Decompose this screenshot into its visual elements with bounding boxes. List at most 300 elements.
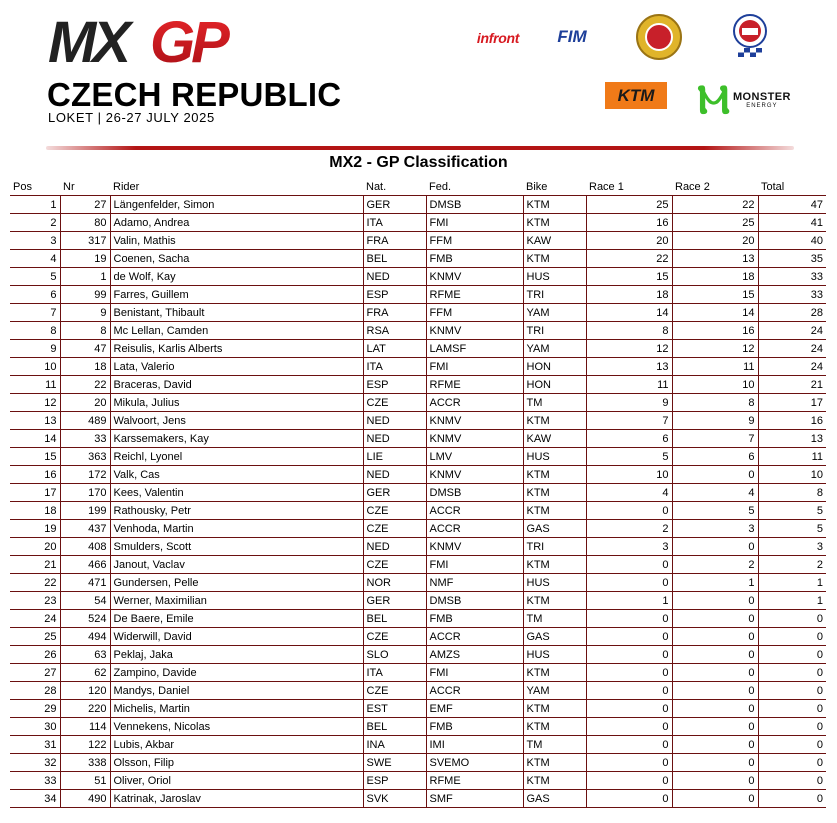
cell-rider: Olsson, Filip bbox=[110, 754, 363, 772]
cell-nat: GER bbox=[363, 484, 426, 502]
cell-race1: 7 bbox=[586, 412, 672, 430]
cell-bike: GAS bbox=[523, 628, 586, 646]
table-row bbox=[10, 700, 826, 718]
cell-nat: CZE bbox=[363, 682, 426, 700]
cell-total: 11 bbox=[758, 448, 826, 466]
cell-nr: 489 bbox=[60, 412, 110, 430]
table-row bbox=[10, 322, 826, 340]
cell-rider: Katrinak, Jaroslav bbox=[110, 790, 363, 808]
cell-fed: ACCR bbox=[426, 520, 523, 538]
cell-race1: 0 bbox=[586, 628, 672, 646]
table-row bbox=[10, 484, 826, 502]
cell-race1: 20 bbox=[586, 232, 672, 250]
cell-race2: 3 bbox=[672, 520, 758, 538]
cell-race1: 0 bbox=[586, 646, 672, 664]
cell-total: 8 bbox=[758, 484, 826, 502]
cell-total: 28 bbox=[758, 304, 826, 322]
cell-total: 0 bbox=[758, 664, 826, 682]
cell-race1: 12 bbox=[586, 340, 672, 358]
cell-nat: ESP bbox=[363, 286, 426, 304]
cell-pos: 15 bbox=[10, 448, 60, 466]
cell-nr: 33 bbox=[60, 430, 110, 448]
cell-nat: CZE bbox=[363, 394, 426, 412]
table-row bbox=[10, 358, 826, 376]
cell-rider: Reichl, Lyonel bbox=[110, 448, 363, 466]
cell-race2: 0 bbox=[672, 772, 758, 790]
cell-total: 0 bbox=[758, 610, 826, 628]
cell-nat: NED bbox=[363, 412, 426, 430]
cell-nr: 494 bbox=[60, 628, 110, 646]
cell-total: 2 bbox=[758, 556, 826, 574]
cell-race1: 15 bbox=[586, 268, 672, 286]
cell-nat: RSA bbox=[363, 322, 426, 340]
cell-pos: 30 bbox=[10, 718, 60, 736]
cell-rider: Benistant, Thibault bbox=[110, 304, 363, 322]
cell-fed: SMF bbox=[426, 790, 523, 808]
monster-text: MONSTER bbox=[732, 90, 791, 103]
monster-energy-logo bbox=[699, 76, 789, 123]
svg-text:GP: GP bbox=[150, 12, 226, 72]
cell-race1: 14 bbox=[586, 304, 672, 322]
cell-rider: Längenfelder, Simon bbox=[110, 196, 363, 214]
cell-nr: 524 bbox=[60, 610, 110, 628]
cell-pos: 4 bbox=[10, 250, 60, 268]
table-header-row bbox=[10, 178, 826, 196]
cell-total: 0 bbox=[758, 682, 826, 700]
cell-total: 0 bbox=[758, 718, 826, 736]
table-row bbox=[10, 682, 826, 700]
cell-total: 0 bbox=[758, 754, 826, 772]
cell-fed: FMB bbox=[426, 610, 523, 628]
cell-nr: 51 bbox=[60, 772, 110, 790]
cell-nr: 471 bbox=[60, 574, 110, 592]
cell-bike: KTM bbox=[523, 502, 586, 520]
cell-rider: Mikula, Julius bbox=[110, 394, 363, 412]
cell-race2: 6 bbox=[672, 448, 758, 466]
cell-race1: 0 bbox=[586, 718, 672, 736]
cell-pos: 9 bbox=[10, 340, 60, 358]
cell-nat: BEL bbox=[363, 718, 426, 736]
cell-bike: TM bbox=[523, 394, 586, 412]
cell-nr: 8 bbox=[60, 322, 110, 340]
cell-bike: KTM bbox=[523, 718, 586, 736]
cell-rider: Valin, Mathis bbox=[110, 232, 363, 250]
cell-rider: Mc Lellan, Camden bbox=[110, 322, 363, 340]
cell-race1: 2 bbox=[586, 520, 672, 538]
cell-nat: FRA bbox=[363, 304, 426, 322]
cell-total: 24 bbox=[758, 340, 826, 358]
cell-pos: 12 bbox=[10, 394, 60, 412]
cell-fed: FMI bbox=[426, 556, 523, 574]
cell-bike: KTM bbox=[523, 412, 586, 430]
cell-pos: 5 bbox=[10, 268, 60, 286]
cell-bike: HON bbox=[523, 376, 586, 394]
cell-bike: HON bbox=[523, 358, 586, 376]
cell-race2: 0 bbox=[672, 538, 758, 556]
cell-race2: 0 bbox=[672, 646, 758, 664]
cell-race1: 6 bbox=[586, 430, 672, 448]
cell-nat: CZE bbox=[363, 628, 426, 646]
cell-race2: 10 bbox=[672, 376, 758, 394]
cell-bike: KAW bbox=[523, 430, 586, 448]
cell-race1: 0 bbox=[586, 574, 672, 592]
cell-pos: 31 bbox=[10, 736, 60, 754]
cell-rider: Werner, Maximilian bbox=[110, 592, 363, 610]
cell-fed: KNMV bbox=[426, 322, 523, 340]
table-row bbox=[10, 430, 826, 448]
table-row bbox=[10, 790, 826, 808]
mxgp-logo bbox=[46, 12, 268, 72]
table-row bbox=[10, 196, 826, 214]
cell-nat: INA bbox=[363, 736, 426, 754]
cell-pos: 13 bbox=[10, 412, 60, 430]
cell-race1: 1 bbox=[586, 592, 672, 610]
cell-bike: HUS bbox=[523, 574, 586, 592]
cell-fed: FFM bbox=[426, 232, 523, 250]
column-header-fed: Fed. bbox=[426, 178, 523, 196]
cell-fed: FMB bbox=[426, 718, 523, 736]
cell-bike: KTM bbox=[523, 466, 586, 484]
cell-race1: 11 bbox=[586, 376, 672, 394]
cell-nat: SLO bbox=[363, 646, 426, 664]
table-row bbox=[10, 466, 826, 484]
cell-pos: 21 bbox=[10, 556, 60, 574]
cell-fed: FFM bbox=[426, 304, 523, 322]
cell-nat: SWE bbox=[363, 754, 426, 772]
cell-race2: 1 bbox=[672, 574, 758, 592]
cell-fed: FMI bbox=[426, 664, 523, 682]
cell-total: 40 bbox=[758, 232, 826, 250]
column-header-race1: Race 1 bbox=[586, 178, 672, 196]
cell-race1: 9 bbox=[586, 394, 672, 412]
cell-rider: Gundersen, Pelle bbox=[110, 574, 363, 592]
cell-bike: TM bbox=[523, 610, 586, 628]
cell-nr: 114 bbox=[60, 718, 110, 736]
cell-pos: 24 bbox=[10, 610, 60, 628]
table-row bbox=[10, 664, 826, 682]
cell-pos: 3 bbox=[10, 232, 60, 250]
cell-race2: 0 bbox=[672, 610, 758, 628]
cell-pos: 7 bbox=[10, 304, 60, 322]
cell-bike: YAM bbox=[523, 340, 586, 358]
cell-nr: 122 bbox=[60, 736, 110, 754]
table-row bbox=[10, 772, 826, 790]
cell-race2: 22 bbox=[672, 196, 758, 214]
cell-total: 0 bbox=[758, 628, 826, 646]
cell-rider: Widerwill, David bbox=[110, 628, 363, 646]
cell-pos: 8 bbox=[10, 322, 60, 340]
cell-nat: BEL bbox=[363, 250, 426, 268]
cell-total: 10 bbox=[758, 466, 826, 484]
cell-bike: KTM bbox=[523, 754, 586, 772]
cell-nr: 9 bbox=[60, 304, 110, 322]
cell-rider: Coenen, Sacha bbox=[110, 250, 363, 268]
infront-logo: infront bbox=[476, 30, 520, 46]
cell-bike: KTM bbox=[523, 592, 586, 610]
cell-total: 33 bbox=[758, 286, 826, 304]
cell-race2: 0 bbox=[672, 718, 758, 736]
cell-fed: SVEMO bbox=[426, 754, 523, 772]
cell-bike: KTM bbox=[523, 556, 586, 574]
cell-bike: KAW bbox=[523, 232, 586, 250]
cell-total: 1 bbox=[758, 592, 826, 610]
cell-fed: FMB bbox=[426, 250, 523, 268]
cell-total: 21 bbox=[758, 376, 826, 394]
event-country: CZECH REPUBLIC bbox=[47, 76, 342, 113]
cell-race1: 25 bbox=[586, 196, 672, 214]
cell-fed: EMF bbox=[426, 700, 523, 718]
cell-fed: LAMSF bbox=[426, 340, 523, 358]
cell-bike: TRI bbox=[523, 286, 586, 304]
cell-rider: Oliver, Oriol bbox=[110, 772, 363, 790]
cell-nat: NED bbox=[363, 268, 426, 286]
cell-race1: 3 bbox=[586, 538, 672, 556]
cell-bike: TM bbox=[523, 736, 586, 754]
cell-race2: 4 bbox=[672, 484, 758, 502]
cell-total: 1 bbox=[758, 574, 826, 592]
cell-total: 16 bbox=[758, 412, 826, 430]
table-row bbox=[10, 502, 826, 520]
table-row bbox=[10, 448, 826, 466]
cell-race2: 12 bbox=[672, 340, 758, 358]
cell-nat: NED bbox=[363, 430, 426, 448]
cell-fed: RFME bbox=[426, 772, 523, 790]
cell-race2: 0 bbox=[672, 790, 758, 808]
cell-race1: 0 bbox=[586, 700, 672, 718]
cell-pos: 11 bbox=[10, 376, 60, 394]
cell-nr: 120 bbox=[60, 682, 110, 700]
cell-total: 0 bbox=[758, 700, 826, 718]
fim-logo: FIM bbox=[557, 27, 587, 46]
cell-rider: Adamo, Andrea bbox=[110, 214, 363, 232]
federation-emblem-icon bbox=[636, 14, 682, 60]
monster-claw-icon: Ⲙ bbox=[697, 77, 730, 122]
cell-nr: 62 bbox=[60, 664, 110, 682]
column-header-pos: Pos bbox=[10, 178, 60, 196]
cell-fed: FMI bbox=[426, 214, 523, 232]
cell-total: 0 bbox=[758, 772, 826, 790]
cell-nr: 20 bbox=[60, 394, 110, 412]
cell-bike: KTM bbox=[523, 772, 586, 790]
table-row bbox=[10, 214, 826, 232]
table-row bbox=[10, 304, 826, 322]
cell-race1: 13 bbox=[586, 358, 672, 376]
cell-fed: KNMV bbox=[426, 430, 523, 448]
cell-nat: LAT bbox=[363, 340, 426, 358]
cell-fed: RFME bbox=[426, 376, 523, 394]
cell-nat: ITA bbox=[363, 358, 426, 376]
cell-nat: ESP bbox=[363, 376, 426, 394]
cell-race1: 0 bbox=[586, 790, 672, 808]
classification-title: MX2 - GP Classification bbox=[329, 154, 508, 171]
results-table bbox=[10, 178, 826, 808]
column-header-bike: Bike bbox=[523, 178, 586, 196]
monster-subtext: ENERGY bbox=[746, 102, 778, 109]
cell-total: 5 bbox=[758, 520, 826, 538]
column-header-rider: Rider bbox=[110, 178, 363, 196]
cell-rider: Karssemakers, Kay bbox=[110, 430, 363, 448]
cell-total: 0 bbox=[758, 790, 826, 808]
cell-total: 17 bbox=[758, 394, 826, 412]
cell-nr: 1 bbox=[60, 268, 110, 286]
cell-nr: 27 bbox=[60, 196, 110, 214]
cell-race2: 9 bbox=[672, 412, 758, 430]
cell-nr: 170 bbox=[60, 484, 110, 502]
cell-total: 47 bbox=[758, 196, 826, 214]
cell-nat: FRA bbox=[363, 232, 426, 250]
cell-rider: Valk, Cas bbox=[110, 466, 363, 484]
cell-nr: 80 bbox=[60, 214, 110, 232]
cell-nr: 63 bbox=[60, 646, 110, 664]
cell-race1: 8 bbox=[586, 322, 672, 340]
cell-fed: ACCR bbox=[426, 502, 523, 520]
cell-nr: 437 bbox=[60, 520, 110, 538]
table-row bbox=[10, 592, 826, 610]
cell-rider: Michelis, Martin bbox=[110, 700, 363, 718]
cell-pos: 33 bbox=[10, 772, 60, 790]
header-divider bbox=[46, 146, 794, 150]
cell-race1: 22 bbox=[586, 250, 672, 268]
cell-rider: Venhoda, Martin bbox=[110, 520, 363, 538]
column-header-nr: Nr bbox=[60, 178, 110, 196]
cell-race2: 0 bbox=[672, 466, 758, 484]
cell-race1: 10 bbox=[586, 466, 672, 484]
cell-rider: Reisulis, Karlis Alberts bbox=[110, 340, 363, 358]
cell-pos: 32 bbox=[10, 754, 60, 772]
cell-nr: 220 bbox=[60, 700, 110, 718]
cell-nat: CZE bbox=[363, 520, 426, 538]
table-row bbox=[10, 520, 826, 538]
cell-nr: 47 bbox=[60, 340, 110, 358]
cell-nr: 338 bbox=[60, 754, 110, 772]
cell-total: 0 bbox=[758, 736, 826, 754]
cell-fed: DMSB bbox=[426, 484, 523, 502]
cell-pos: 1 bbox=[10, 196, 60, 214]
cell-fed: KNMV bbox=[426, 466, 523, 484]
cell-rider: Janout, Vaclav bbox=[110, 556, 363, 574]
cell-rider: Zampino, Davide bbox=[110, 664, 363, 682]
cell-race2: 13 bbox=[672, 250, 758, 268]
cell-race2: 0 bbox=[672, 628, 758, 646]
cell-nr: 363 bbox=[60, 448, 110, 466]
cell-bike: YAM bbox=[523, 682, 586, 700]
table-row bbox=[10, 718, 826, 736]
cell-race2: 11 bbox=[672, 358, 758, 376]
cell-nat: ESP bbox=[363, 772, 426, 790]
cell-nr: 19 bbox=[60, 250, 110, 268]
cell-race2: 0 bbox=[672, 664, 758, 682]
cell-fed: ACCR bbox=[426, 628, 523, 646]
table-row bbox=[10, 574, 826, 592]
cell-nr: 99 bbox=[60, 286, 110, 304]
cell-pos: 34 bbox=[10, 790, 60, 808]
table-row bbox=[10, 556, 826, 574]
cell-race2: 14 bbox=[672, 304, 758, 322]
cell-rider: Walvoort, Jens bbox=[110, 412, 363, 430]
column-header-race2: Race 2 bbox=[672, 178, 758, 196]
cell-total: 5 bbox=[758, 502, 826, 520]
table-row bbox=[10, 394, 826, 412]
cell-rider: de Wolf, Kay bbox=[110, 268, 363, 286]
table-row bbox=[10, 376, 826, 394]
cell-race1: 5 bbox=[586, 448, 672, 466]
cell-race1: 18 bbox=[586, 286, 672, 304]
cell-fed: IMI bbox=[426, 736, 523, 754]
cell-race1: 16 bbox=[586, 214, 672, 232]
event-venue-dates: LOKET | 26-27 JULY 2025 bbox=[48, 110, 215, 125]
table-row bbox=[10, 286, 826, 304]
cell-total: 3 bbox=[758, 538, 826, 556]
cell-bike: KTM bbox=[523, 664, 586, 682]
cell-pos: 25 bbox=[10, 628, 60, 646]
column-header-nat: Nat. bbox=[363, 178, 426, 196]
cell-race2: 0 bbox=[672, 754, 758, 772]
table-row bbox=[10, 736, 826, 754]
cell-bike: TRI bbox=[523, 538, 586, 556]
cell-rider: Smulders, Scott bbox=[110, 538, 363, 556]
cell-nr: 22 bbox=[60, 376, 110, 394]
cell-pos: 16 bbox=[10, 466, 60, 484]
cell-nat: EST bbox=[363, 700, 426, 718]
cell-bike: KTM bbox=[523, 484, 586, 502]
cell-race1: 0 bbox=[586, 736, 672, 754]
cell-nat: SVK bbox=[363, 790, 426, 808]
cell-nr: 408 bbox=[60, 538, 110, 556]
cell-bike: KTM bbox=[523, 700, 586, 718]
cell-race2: 25 bbox=[672, 214, 758, 232]
cell-race2: 15 bbox=[672, 286, 758, 304]
table-row bbox=[10, 250, 826, 268]
cell-rider: De Baere, Emile bbox=[110, 610, 363, 628]
cell-nat: GER bbox=[363, 196, 426, 214]
cell-nr: 18 bbox=[60, 358, 110, 376]
cell-total: 0 bbox=[758, 646, 826, 664]
cell-pos: 29 bbox=[10, 700, 60, 718]
table-row bbox=[10, 538, 826, 556]
table-row bbox=[10, 754, 826, 772]
cell-fed: NMF bbox=[426, 574, 523, 592]
cell-fed: RFME bbox=[426, 286, 523, 304]
cell-nat: CZE bbox=[363, 556, 426, 574]
cell-nat: CZE bbox=[363, 502, 426, 520]
cell-bike: HUS bbox=[523, 448, 586, 466]
table-row bbox=[10, 628, 826, 646]
table-row bbox=[10, 646, 826, 664]
cell-pos: 10 bbox=[10, 358, 60, 376]
cell-bike: KTM bbox=[523, 214, 586, 232]
table-row bbox=[10, 412, 826, 430]
club-emblem-icon bbox=[733, 14, 767, 60]
cell-fed: ACCR bbox=[426, 682, 523, 700]
cell-rider: Lata, Valerio bbox=[110, 358, 363, 376]
cell-fed: LMV bbox=[426, 448, 523, 466]
cell-race2: 5 bbox=[672, 502, 758, 520]
cell-rider: Farres, Guillem bbox=[110, 286, 363, 304]
cell-bike: HUS bbox=[523, 268, 586, 286]
cell-nr: 172 bbox=[60, 466, 110, 484]
cell-race1: 0 bbox=[586, 754, 672, 772]
cell-pos: 20 bbox=[10, 538, 60, 556]
table-row bbox=[10, 610, 826, 628]
cell-nat: ITA bbox=[363, 664, 426, 682]
cell-fed: FMI bbox=[426, 358, 523, 376]
cell-pos: 18 bbox=[10, 502, 60, 520]
cell-fed: DMSB bbox=[426, 592, 523, 610]
cell-bike: YAM bbox=[523, 304, 586, 322]
cell-nat: GER bbox=[363, 592, 426, 610]
cell-bike: TRI bbox=[523, 322, 586, 340]
cell-race1: 0 bbox=[586, 772, 672, 790]
